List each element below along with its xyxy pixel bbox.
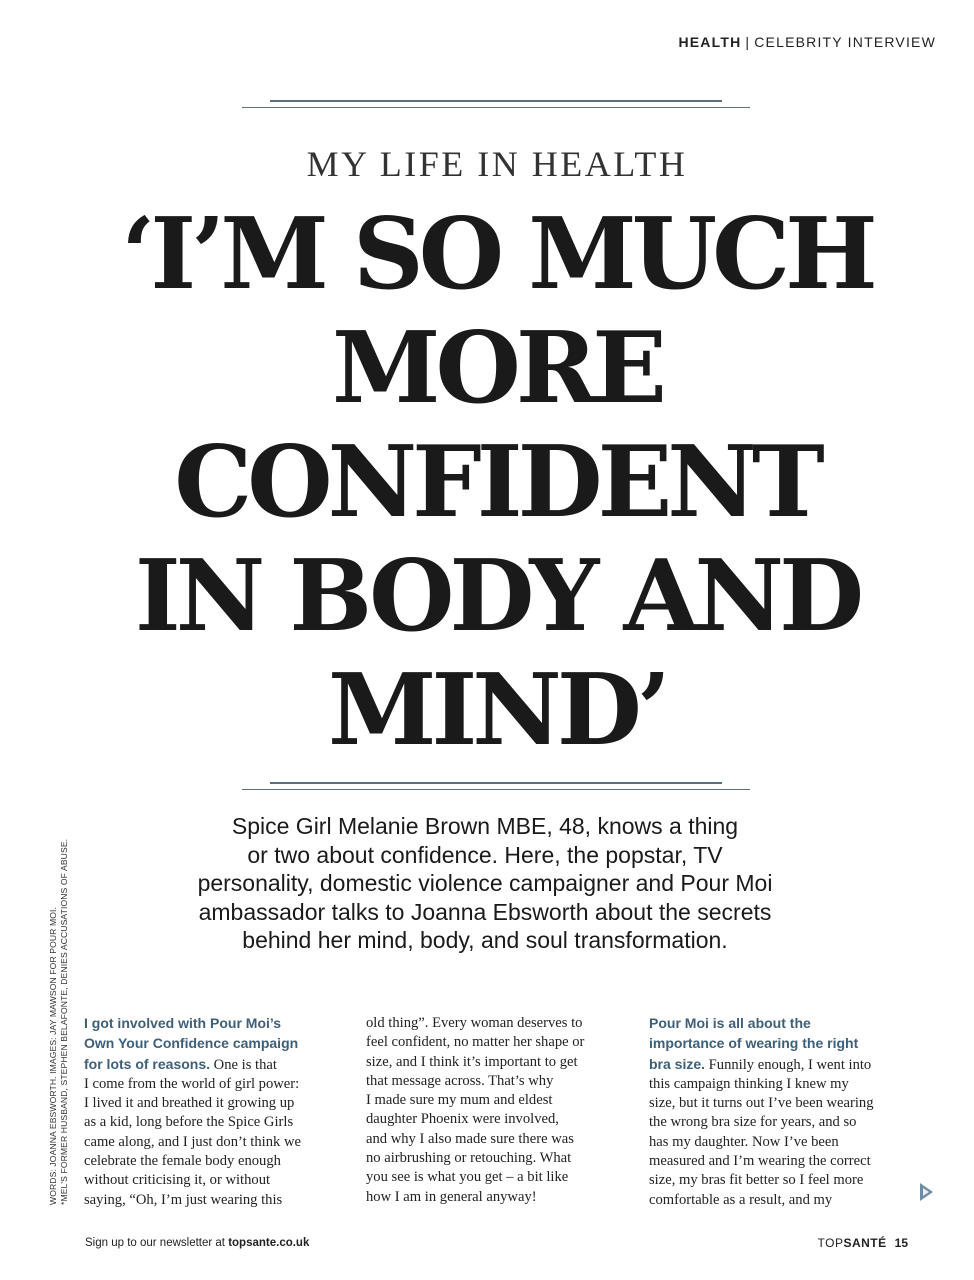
body-line: celebrate the female body enough — [84, 1153, 281, 1170]
headline-line: MORE — [332, 311, 662, 426]
body-line: saying, “Oh, I’m just wearing this — [84, 1191, 283, 1208]
footer-brand — [818, 1236, 908, 1250]
brand-name-part1: TOP — [817, 1236, 844, 1250]
body-line: no airbrushing or retouching. What — [366, 1150, 572, 1167]
brand-name-part2: SANTÉ — [843, 1236, 887, 1250]
body-line: feel confident, no matter her shape or — [366, 1034, 585, 1051]
body-line: how I am in general anyway! — [366, 1188, 537, 1205]
continue-arrow-icon[interactable] — [917, 1181, 935, 1203]
lead-line: bra size. Funnily enough, I went into — [649, 1055, 872, 1073]
body-line: size, but it turns out I’ve been wearing — [649, 1095, 874, 1112]
bottom-rule-long — [242, 789, 750, 791]
body-line: has my daughter. Now I’ve been — [649, 1133, 839, 1150]
bottom-rule-short — [270, 782, 722, 784]
body-line: you see is what you get – a bit like — [366, 1169, 569, 1186]
body-line: came along, and I just don’t think we — [84, 1133, 301, 1150]
body-line: size, and I think it’s important to get — [366, 1053, 578, 1070]
standfirst-line: Spice Girl Melanie Brown MBE, 48, knows a thing — [231, 813, 739, 839]
standfirst-line: or two about confidence. Here, the popstar, TV — [247, 841, 723, 868]
body-line: I lived it and breathed it growing up — [84, 1095, 295, 1112]
standfirst-line: behind her mind, body, and soul transformation. — [242, 927, 728, 954]
body-line: size, my bras fit better so I feel more — [649, 1172, 864, 1189]
body-column-2 — [366, 1014, 618, 1207]
body-line: this campaign thinking I knew my — [649, 1075, 849, 1092]
credits-line: WORDS: JOANNA EBSWORTH. IMAGES: JAY MAWSON FOR POUR MOI. — [48, 907, 58, 1205]
body-line: without criticising it, or without — [84, 1172, 271, 1189]
body-line: daughter Phoenix were involved, — [366, 1111, 559, 1128]
body-column-1 — [84, 1014, 336, 1210]
lead-line: for lots of reasons. One is that — [84, 1055, 277, 1073]
credits-line: *MEL'S FORMER HUSBAND, STEPHEN BELAFONTE, DENIES ACCUSATIONS OF ABUSE. — [59, 838, 69, 1205]
headline-line: IN BODY AND — [134, 539, 860, 654]
body-line: I come from the world of girl power: — [84, 1075, 300, 1092]
lead-line: I got involved with Pour Moi’s — [84, 1015, 282, 1031]
standfirst — [150, 812, 820, 955]
body-line: measured and I’m wearing the correct — [649, 1153, 871, 1170]
top-rule-long — [242, 107, 750, 109]
lead-line: Own Your Confidence campaign — [84, 1035, 299, 1052]
newsletter-signup — [85, 1237, 309, 1249]
kicker: MY LIFE IN HEALTH — [306, 144, 688, 184]
lead-line: importance of wearing the right — [649, 1035, 859, 1052]
lead-line: Pour Moi is all about the — [649, 1015, 811, 1031]
body-column-3 — [649, 1014, 901, 1210]
top-rule — [242, 100, 750, 108]
body-line: the wrong bra size for years, and so — [649, 1114, 857, 1131]
page-number: 15 — [894, 1236, 908, 1250]
body-line: old thing”. Every woman deserves to — [366, 1015, 583, 1031]
header-section: HEALTH — [678, 34, 742, 50]
standfirst-line: personality, domestic violence campaigner and Pour Moi — [197, 870, 773, 897]
headline-line: CONFIDENT — [174, 425, 820, 540]
body-line: and why I also made sure there was — [366, 1130, 574, 1147]
body-line: comfortable as a result, and my — [649, 1191, 833, 1208]
bottom-rule — [242, 782, 750, 790]
headline-line: MIND’ — [327, 653, 666, 768]
top-rule-short — [270, 100, 722, 102]
page-header — [678, 34, 936, 50]
header-separator: | — [745, 34, 751, 50]
standfirst-line: ambassador talks to Joanna Ebsworth about the secrets — [198, 898, 772, 925]
signup-text: Sign up to our newsletter at — [85, 1237, 229, 1249]
headline-line: ‘I’M SO MUCH — [121, 197, 873, 312]
header-subsection: CELEBRITY INTERVIEW — [754, 34, 936, 50]
body-line: that message across. That’s why — [366, 1072, 554, 1089]
body-line: I made sure my mum and eldest — [366, 1092, 553, 1109]
photo-credits — [48, 815, 70, 1205]
body-line: as a kid, long before the Spice Girls — [84, 1114, 294, 1131]
signup-link[interactable]: topsante.co.uk — [228, 1237, 310, 1249]
headline — [0, 198, 974, 768]
